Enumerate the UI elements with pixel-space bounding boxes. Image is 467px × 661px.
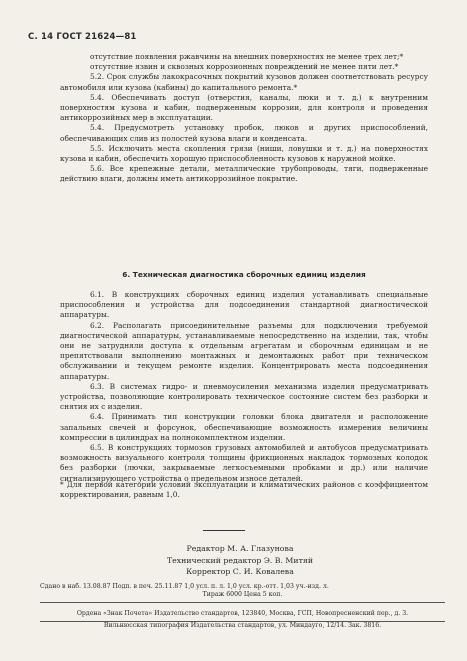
- publisher-line: Ордена «Знак Почета» Издательство стандартов, 123840, Москва, ГСП, Новопресненский пер., д. 3.: [40, 610, 445, 622]
- paragraph-pitting: отсутствие язвин и сквозных коррозионных повреждений не менее пяти лет.*: [90, 62, 399, 72]
- credits-block: [130, 543, 350, 578]
- top-text-block: [60, 52, 428, 185]
- paragraph-5-2: 5.2. Срок службы лакокрасочных покрытий кузовов должен соответствовать ресурсу автомобиля или кузова (кабины) до капитального ремонта.*: [60, 72, 428, 92]
- publication-info: [40, 583, 445, 603]
- page-header: С. 14 ГОСТ 21624—81: [28, 32, 137, 42]
- paragraph-5-6: 5.6. Все крепежные детали, металлические трубопроводы, тяги, подверженные действию влаги, должны иметь антикоррозийное покрытие.: [60, 164, 428, 184]
- section-title: 6. Техническая диагностика сборочных единиц изделия: [122, 270, 366, 279]
- paragraph-6-3: 6.3. В системах гидро- и пневмоусиления механизма изделия предусматривать устройства, позволяющие контролировать техническое состояние систем без разборки и снятия их с изделия.: [60, 381, 428, 412]
- footnote: * Для первой категории условий эксплуатации и климатических районов с коэффициентом корректирования, равным 1,0.: [60, 480, 428, 499]
- editor-credit: Редактор М. А. Глазунова: [186, 544, 294, 553]
- corrector-credit: Корректор С. И. Ковалева: [186, 567, 294, 577]
- publication-line-1: Сдано в наб. 13.08.87 Подп. в печ. 25.11.87 1,0 усл. п. л. 1,0 усл. кр.-отт. 1,03 уч.-изд. л.: [40, 583, 329, 590]
- paragraph-6-4: 6.4. Принимать тип конструкции головки блока двигателя и расположение запальных свечей и форсунок, обеспечивающие возможность измерения величины компрессии в цилиндрах на полнокомплектном изделии.: [60, 412, 428, 442]
- paragraph-6-1: 6.1. В конструкциях сборочных единиц изделия устанавливать специальные приспособления и устройства для подсоединения стандартной диагностической аппаратуры.: [60, 290, 428, 320]
- imprint-block: [40, 610, 445, 630]
- paragraph-5-5: 5.5. Исключить места скопления грязи (ниши, ловушки и т. д.) на поверхностях кузова и кабин, обеспечить хорошую приспособленность кузовов к наружной мойке.: [60, 143, 428, 164]
- printer-line: Вильнюсская типография Издательства стандартов, ул. Миндауго, 12/14. Зак. 3816.: [103, 621, 382, 629]
- paragraph-6-5: 6.5. В конструкциях тормозов грузовых автомобилей и автобусов предусматривать возможность визуального контроля толщины фрикционных накладок тормозных колодок без разборки (лючки, закрываемые легкосъемными пробками и др.) или наличие сигнализирующего устройства о предельном износе деталей.: [60, 443, 428, 483]
- paragraph-5-3: 5.4. Обеспечивать доступ (отверстия, каналы, люки и т. д.) к внутренним поверхностям кузова и кабин, подверженным коррозии, для контроля и проведения антикоррозийных мер в эксплуатации.: [60, 92, 428, 123]
- paragraph-rust: отсутствие появления ржавчины на внешних поверхностях не менее трех лет;*: [90, 52, 404, 61]
- publication-line-2: Тираж 6000 Цена 5 коп.: [40, 591, 445, 603]
- tech-editor-credit: Технический редактор Э. В. Митяй: [166, 555, 314, 565]
- paragraph-5-4: 5.4. Предусмотреть установку пробок, люков и других приспособлений, обеспечивающих слив из полостей кузова влаги и конденсата.: [60, 123, 428, 143]
- section-text-block: [60, 290, 428, 484]
- divider: [203, 530, 245, 531]
- paragraph-6-2: 6.2. Располагать присоединительные разъемы для подключения требуемой диагностической аппаратуры, устанавливаемые непосредственно на изделии, так, чтобы они не затрудняли доступа к отдельным агрегатам и сборочным единицам и не препятствовали выполнению монтажных и демонтажных работ при техническом обслуживании и текущем ремонте изделия. Концентрировать места подсоединения аппаратуры.: [60, 320, 428, 381]
